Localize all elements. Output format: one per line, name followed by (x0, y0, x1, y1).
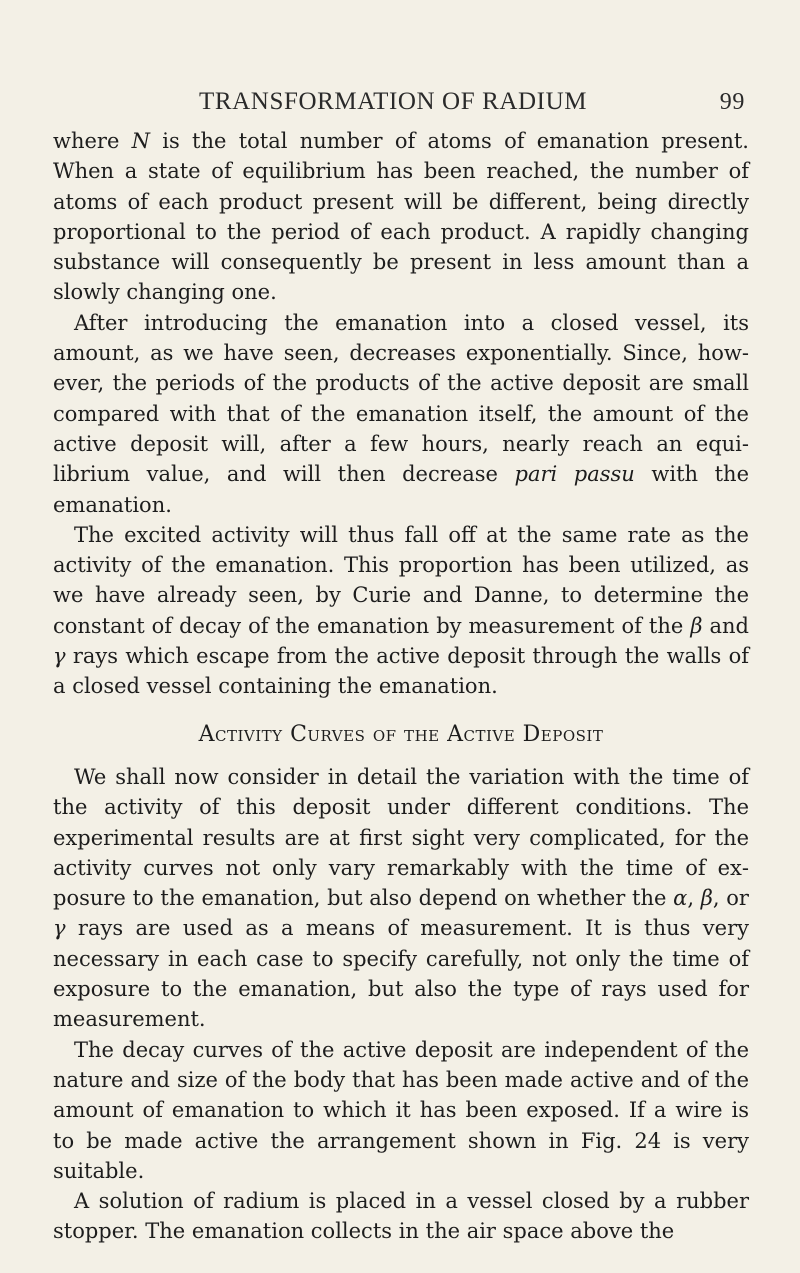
symbol-beta: β (690, 613, 703, 638)
book-page (53, 88, 749, 1247)
latin-phrase: pari passu (514, 462, 635, 487)
paragraph-excited-activity: The excited activity will thus fall off at the same rate as the activity of the emanation. This proportion has been utilized, as we have already seen, by Curie and Danne, to determine the constant of decay of the emanation by measurement of the β and γ rays which escape from the active deposit through the walls of a closed vessel containing the emanation. (53, 522, 749, 699)
paragraph-variation: We shall now consider in detail the variation with the time of the activity of this deposit under different conditions. The experimental results are at first sight very complicated, for the activity curves not only vary remarkably with the time of exposure to the emanation, but also depend on whether the α, β, or γ rays are used as a means of measurement. It is thus very necessary in each case to specify carefully, not only the time of exposure to the emanation, but also the type of rays used for measurement. (53, 764, 749, 1032)
symbol-gamma: γ (53, 644, 66, 669)
paragraph-radium-solution: A solution of radium is placed in a vessel closed by a rubber stopper. The emanation collects in the air space above the (53, 1189, 749, 1244)
page-number: 99 (719, 89, 745, 115)
paragraph-closed-vessel: After introducing the emanation into a closed vessel, its amount, as we have seen, decreases exponentially. Since, however, the periods of the products of the active deposit are small compared with that of the emanation itself, the amount of the active deposit will, after a few hours, nearly reach an equilibrium value, and will then decrease pari passu with the emanation. (53, 310, 750, 517)
body-text (53, 126, 749, 1247)
paragraph-equilibrium: where N is the total number of atoms of emanation present. When a state of equilibrium has been reached, the number of atoms of each product present will be different, being directly proportional to the period of each product. A rapidly changing substance will consequently be present in less amount than a slowly changing one. (53, 129, 749, 305)
symbol-gamma: γ (53, 916, 66, 941)
running-head (53, 88, 749, 116)
running-head-title: TRANSFORMATION OF RADIUM (199, 88, 588, 115)
symbol-alpha: α (673, 886, 688, 911)
paragraph-decay-curves: The decay curves of the active deposit are independent of the nature and size of the body that has been made active and of the amount of emanation to which it has been exposed. If a wire is to be made active the arrangement shown in Fig. 24 is very suitable. (53, 1037, 749, 1183)
symbol-N: N (131, 129, 151, 153)
section-heading: Activity Curves of the Active Deposit (198, 721, 604, 747)
symbol-beta: β (700, 886, 713, 911)
